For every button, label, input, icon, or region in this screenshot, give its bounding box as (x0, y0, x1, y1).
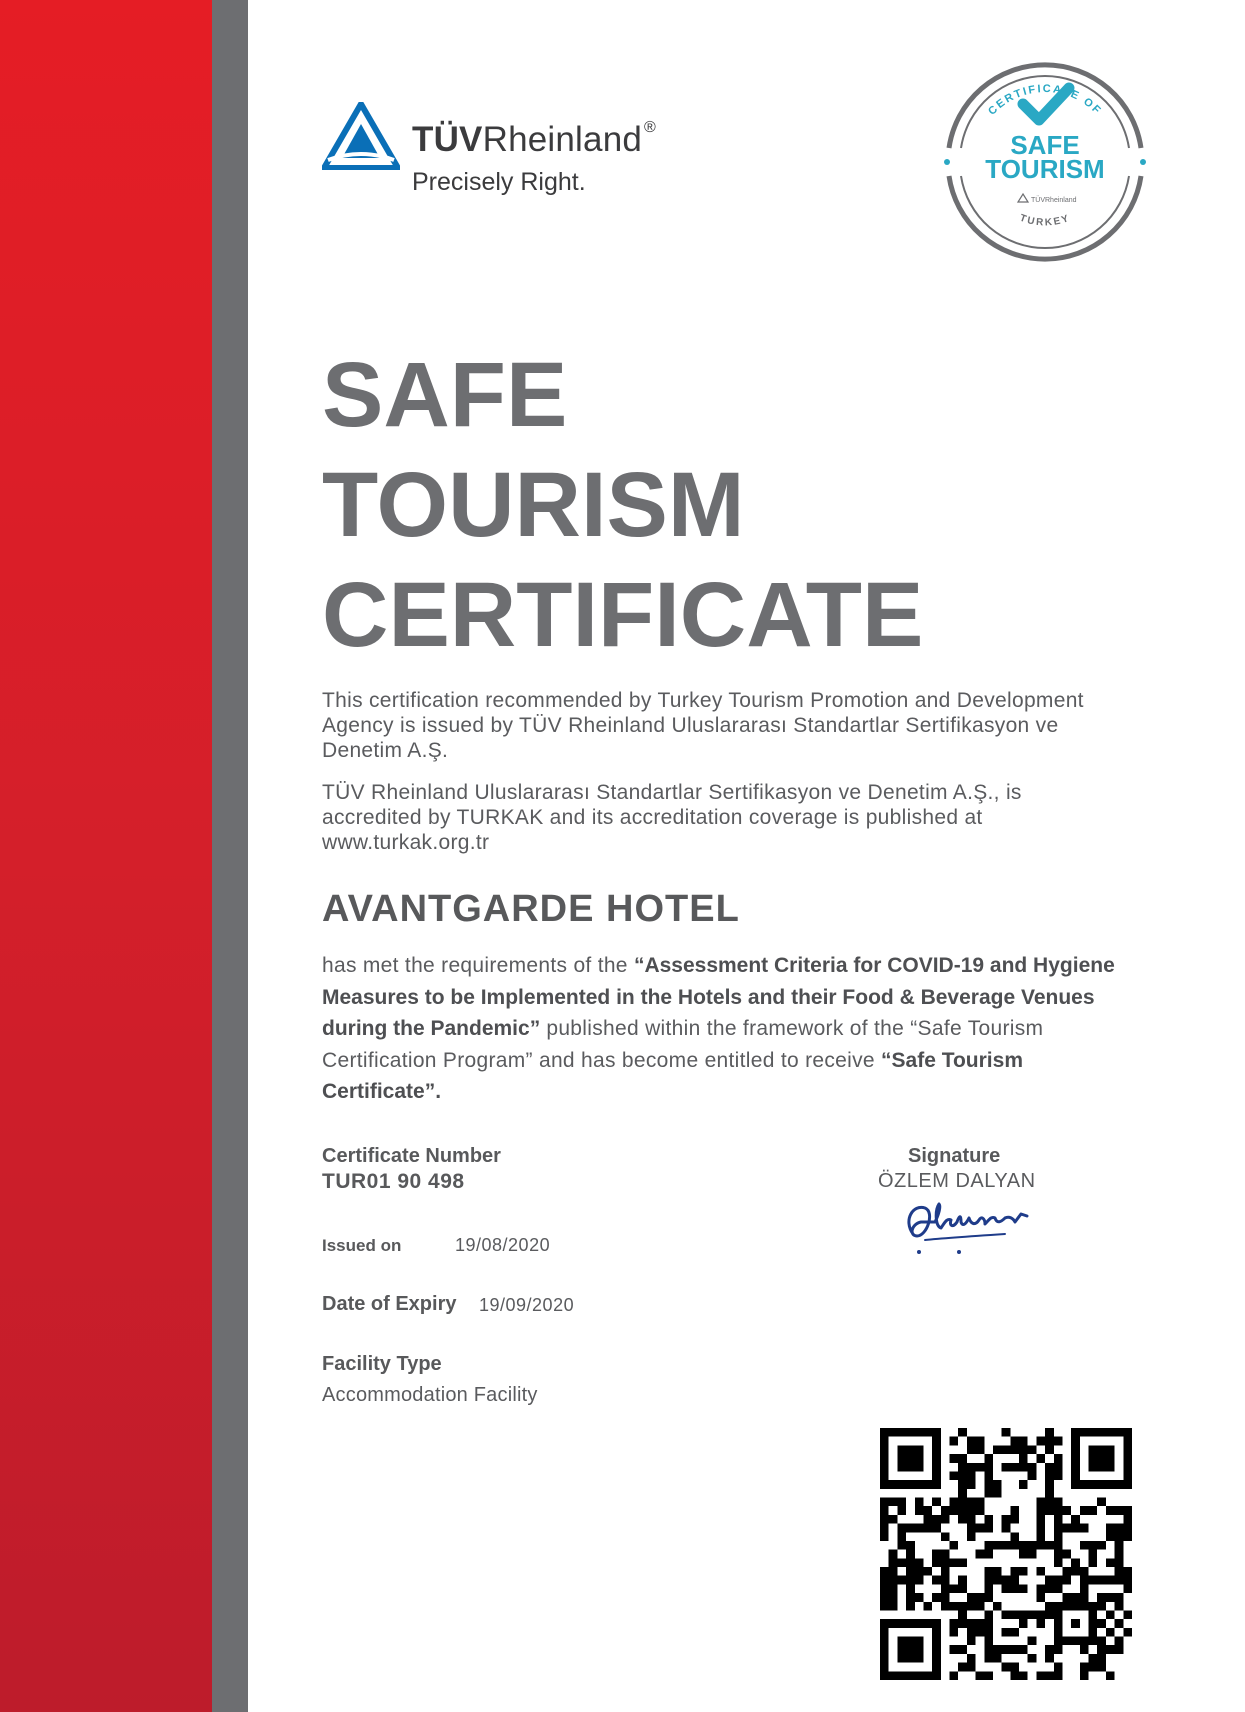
title-line-3: CERTIFICATE (322, 564, 924, 666)
tuv-triangle-icon (322, 102, 400, 170)
issued-on-label: Issued on (322, 1236, 402, 1255)
expiry-date: 19/09/2020 (479, 1295, 575, 1315)
facility-type-label: Facility Type (322, 1353, 442, 1375)
expiry-label: Date of Expiry (322, 1293, 457, 1315)
signatory-name: ÖZLEM DALYAN (878, 1170, 1036, 1192)
signature-label: Signature (908, 1145, 1001, 1167)
issued-on-date: 19/08/2020 (455, 1235, 551, 1255)
logo-brand: TÜVRheinland ® (412, 119, 657, 159)
certificate-number-label: Certificate Number (322, 1145, 501, 1167)
seal-top-text: CERTIFICATE OF (986, 82, 1104, 118)
title-line-1: SAFE (322, 344, 568, 446)
seal-title-line2: TOURISM (985, 154, 1105, 184)
intro-paragraph-1: This certification recommended by Turkey Tourism Promotion and Development Agency is issued by TÜV Rheinland Uluslararası Standartlar Sertifikasyon ve Denetim A.Ş. (322, 689, 1084, 762)
seal-bottom-text: TURKEY (1018, 212, 1072, 229)
intro-paragraph-2: TÜV Rheinland Uluslararası Standartlar Sertifikasyon ve Denetim A.Ş., is accredited by TURKAK and its accreditation coverage is published at www.turkak.org.tr (322, 781, 1022, 854)
tuv-rheinland-logo (322, 100, 722, 210)
red-side-band (0, 0, 212, 1712)
safe-tourism-seal (935, 52, 1155, 272)
seal-small-brand: TÜVRheinland (1031, 197, 1077, 204)
hotel-name: AVANTGARDE HOTEL (322, 888, 740, 930)
handwritten-signature (895, 1192, 1045, 1262)
certificate-title (322, 340, 923, 670)
gray-side-band (212, 0, 248, 1712)
svg-text:TURKEY (1018, 213, 1072, 229)
logo-tagline: Precisely Right. (412, 168, 586, 196)
title-line-2: TOURISM (322, 454, 745, 556)
requirements-statement: has met the requirements of the “Assessment Criteria for COVID-19 and Hygiene Measures to be Implemented in the Hotels and their Food & Beverage Venues during the Pandemic” published within the framework of the “Safe Tourism Certification Program” and has become entitled to receive “Safe Tourism Certificate”. (322, 954, 1115, 1103)
assessment-criteria-title: “Assessment Criteria for COVID-19 and Hygiene Measures to be Implemented in the Hotels and their Food & Beverage Venues during the Pandemic” (322, 954, 1115, 1040)
qr-code (880, 1428, 1132, 1680)
seal-title-line1: SAFE (1010, 130, 1080, 160)
facility-type: Accommodation Facility (322, 1384, 538, 1406)
certificate-number: TUR01 90 498 (322, 1170, 465, 1193)
certificate-name-bold: “Safe Tourism Certificate”. (322, 1048, 1023, 1103)
